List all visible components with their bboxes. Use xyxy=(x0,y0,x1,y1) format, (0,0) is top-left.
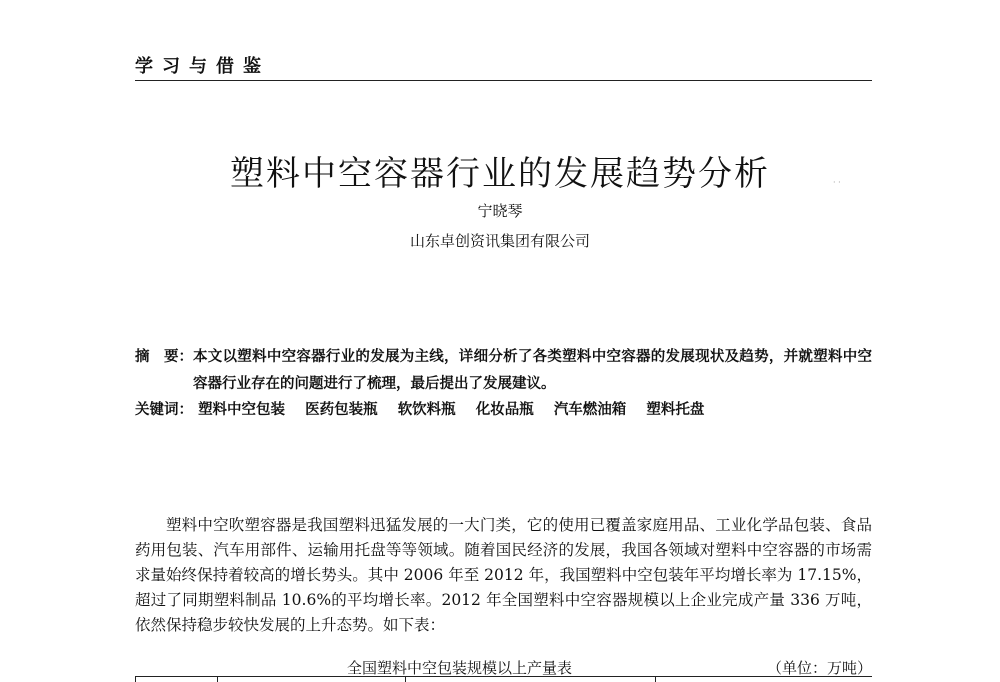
table-caption xyxy=(135,657,872,677)
scan-artifact: · · xyxy=(833,178,841,187)
keywords-label: 关键词： xyxy=(135,401,193,418)
abstract-text: 本文以塑料中空容器行业的发展为主线，详细分析了各类塑料中空容器的发展现状及趋势，并就塑料中空容器行业存在的问题进行了梳理，最后提出了发展建议。 xyxy=(193,348,872,392)
table-column-rule xyxy=(405,677,406,682)
author-name: 宁晓琴 xyxy=(477,202,523,220)
keyword: 软饮料瓶 xyxy=(397,401,456,418)
table-column-rule xyxy=(217,677,218,682)
table-column-rule xyxy=(135,677,136,682)
abstract xyxy=(135,343,872,397)
keyword: 医药包装瓶 xyxy=(305,401,378,418)
keywords xyxy=(135,398,872,419)
article-title: 塑料中空容器行业的发展趋势分析 xyxy=(230,154,770,194)
keyword: 塑料中空包装 xyxy=(198,401,286,418)
keyword: 塑料托盘 xyxy=(646,401,705,418)
section-name: 学习与借鉴 xyxy=(135,56,270,77)
table-top-border xyxy=(135,676,872,682)
table-column-rule xyxy=(655,677,656,682)
keyword: 化妆品瓶 xyxy=(475,401,534,418)
table-title: 全国塑料中空包装规模以上产量表 xyxy=(347,659,573,677)
abstract-label: 摘 要： xyxy=(135,348,193,365)
running-header xyxy=(135,52,872,81)
author-affiliation: 山东卓创资讯集团有限公司 xyxy=(409,232,590,250)
keyword: 汽车燃油箱 xyxy=(553,401,627,418)
body-paragraph: 塑料中空吹塑容器是我国塑料迅猛发展的一大门类，它的使用已覆盖家庭用品、工业化学品包装、食品药用包装、汽车用部件、运输用托盘等等领域。随着国民经济的发展，我国各领域对塑料中空容器的市场需求量始终保持着较高的增长势头。其中 2006 年至 2012 年，我国塑料中空包装年平均增长率为 17.15%，超过了同期塑料制品 10.6%的平均增长率。2012 年全国塑料中空容器规模以上企业完成产量 336 万吨，依然保持稳步较快发展的上升态势。如下表： xyxy=(135,516,872,634)
table-unit: （单位：万吨） xyxy=(766,659,872,677)
body-text xyxy=(135,513,872,638)
